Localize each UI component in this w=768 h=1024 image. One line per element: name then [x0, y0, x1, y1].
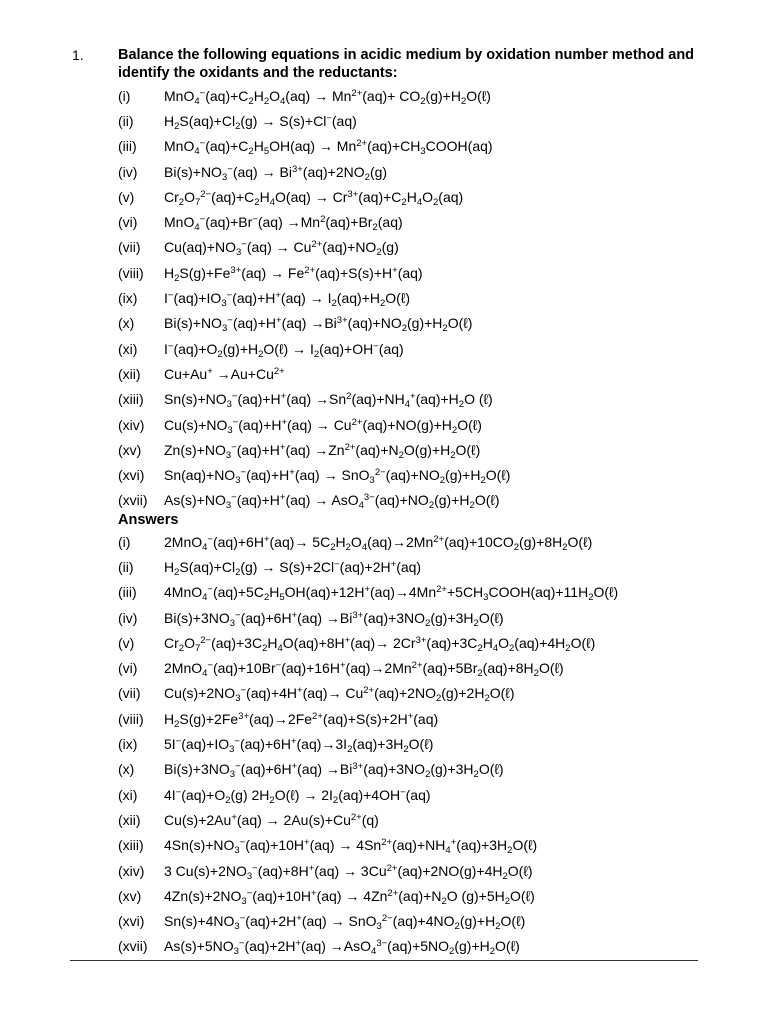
question-row-equation: $H_2S(aq)+Cl_2(g) \to S(s)+Cl^-(aq)$ — [164, 112, 357, 132]
answer-row — [118, 833, 738, 858]
answer-row-equation: $As(s)+5NO_3^-(aq)+2H^+(aq)$ $\to AsO_4^{3-}(aq)+5NO_2(g)+H_2O(\ell)$ — [164, 938, 520, 958]
question-row — [118, 361, 738, 386]
answer-row-equation: $Bi(s)+3NO_3^-(aq)+6H^+(aq)$ $\to Bi^{3+}(aq)+3NO_2(g)+3H_2O(\ell)$ — [164, 609, 504, 629]
question-row — [118, 134, 738, 159]
question-row-label: (xvii) — [118, 492, 148, 509]
question-row-equation: $Bi(s)+NO_3^-(aq)+H^+(aq)$ $\to Bi^{3+}(aq)+NO_2(g)+H_2O(\ell)$ — [164, 315, 473, 335]
answer-row-label: (xvii) — [118, 938, 148, 955]
answer-row — [118, 883, 738, 908]
question-row — [118, 387, 738, 412]
answer-row — [118, 757, 738, 782]
question-row — [118, 285, 738, 310]
question-row-equation: $Bi(s)+NO_3^-(aq) \to Bi^{3+}(aq)+2NO_2(g)$ — [164, 163, 388, 183]
answer-row — [118, 706, 738, 731]
answer-row-equation: $4MnO_4^-(aq)+5C_2H_5OH(aq)+12H^+(aq)\to 4Mn^{2+}+5CH_3COOH(aq)+11H_2O(\ell)$ — [164, 584, 619, 604]
answer-row-label: (vii) — [118, 685, 141, 702]
answer-row-label: (xiv) — [118, 862, 145, 879]
answer-row — [118, 630, 738, 655]
question-row-label: (x) — [118, 315, 135, 332]
question-row-equation: $I^-(aq)+IO_3^-(aq)+H^+(aq)$ → $I_2(aq)+H_2O(\ell)$ — [164, 290, 411, 310]
answer-row-equation: $Cr_2O_7^{2-}(aq)+3C_2H_4O(aq)+8H^+(aq)\to$ $2Cr^{3+}(aq)+3C_2H_4O_2(aq)+4H_2O(\ell)$ — [164, 634, 596, 654]
question-row-label: (xiii) — [118, 391, 144, 408]
question-row — [118, 336, 738, 361]
question-row-equation: $Cu(aq)+NO_3^-(aq) \to Cu^{2+}(aq)+NO_2(g)$ — [164, 239, 399, 259]
question-row-equation: $As(s)+NO_3^-(aq)+H^+(aq)$ → $AsO_4^{3-}(aq)+NO_2(g)+H_2O(\ell)$ — [164, 492, 500, 512]
answer-row-label: (xv) — [118, 887, 142, 904]
question-row-equation: $Cu(s)+NO_3^-(aq)+H^+(aq)$ → $Cu^{2+}(aq)+NO(g)+H_2O(\ell)$ — [164, 416, 482, 436]
question-row — [118, 159, 738, 184]
answer-row — [118, 681, 738, 706]
question-row-equation: $I^-(aq)+O_2(g)+H_2O(\ell) \to I_2(aq)+OH^-(aq)$ — [164, 340, 404, 360]
question-row — [118, 83, 738, 108]
answer-row-equation: $H_2S(aq)+Cl_2(g) \to S(s)+2Cl^-(aq)+2H^+(aq)$ — [164, 558, 422, 578]
question-row-equation: $Cu+Au^+ \to Au+Cu^{2+}$ — [164, 365, 285, 382]
answer-row — [118, 605, 738, 630]
answers-list — [118, 529, 738, 959]
answer-row-equation: $Bi(s)+3NO_3^-(aq)+6H^+(aq)$ $\to Bi^{3+}(aq)+3NO_2(g)+3H_2O(\ell)$ — [164, 761, 504, 781]
answer-row — [118, 580, 738, 605]
answer-row-label: (xvi) — [118, 913, 145, 930]
question-row-label: (iii) — [118, 138, 137, 155]
answer-row-label: (i) — [118, 533, 131, 550]
answer-row-label: (vi) — [118, 660, 138, 677]
question-row — [118, 412, 738, 437]
answer-row-label: (iv) — [118, 609, 138, 626]
question-row-label: (ii) — [118, 112, 134, 129]
answer-row — [118, 782, 738, 807]
question-row — [118, 108, 738, 133]
question-row — [118, 488, 738, 513]
answer-row — [118, 554, 738, 579]
question-row-equation: $H_2S(g)+Fe^{3+}(aq) \to Fe^{2+}(aq)+S(s)+H^+(aq)$ — [164, 264, 423, 284]
answer-row-label: (ii) — [118, 558, 134, 575]
questions-list — [118, 83, 738, 513]
question-row-equation: $Cr_2O_7^{2-}(aq)+C_2H_4O(aq) \to Cr^{3+}(aq)+C_2H_4O_2(aq)$ — [164, 188, 464, 208]
answer-row-label: (ix) — [118, 736, 138, 753]
answer-row-label: (x) — [118, 761, 135, 778]
question-row-label: (xv) — [118, 441, 142, 458]
answer-row — [118, 908, 738, 933]
question-row-label: (vi) — [118, 214, 138, 231]
answer-row-equation: $H_2S(g)+2Fe^{3+}(aq)\to 2Fe^{2+}(aq)+S(s)+2H^+(aq)$ — [164, 710, 439, 730]
answer-row-label: (viii) — [118, 710, 144, 727]
problem-number: 1. — [72, 47, 84, 63]
question-row-equation: $MnO_4^-(aq)+C_2H_2O_4(aq) \to Mn^{2+}(aq)+$ $CO_2(g)+H_2O(\ell)$ — [164, 87, 491, 107]
answer-row-equation: $4Sn(s)+NO_3^-(aq)+10H^+(aq)$ → $4Sn^{2+}(aq)+NH_4^+(aq)+3H_2O(\ell)$ — [164, 837, 538, 857]
question-row-label: (i) — [118, 87, 131, 104]
answer-row-equation: $4Zn(s)+2NO_3^-(aq)+10H^+(aq) \to 4Zn^{2+}(aq)+N_2O$ $(g)+5H_2O(\ell)$ — [164, 887, 535, 907]
question-row — [118, 209, 738, 234]
question-row-label: (v) — [118, 188, 135, 205]
question-row-label: (iv) — [118, 163, 138, 180]
answer-row-label: (xi) — [118, 786, 138, 803]
answer-row-equation: $Cu(s)+2NO_3^-(aq)+4H^+(aq)\to$ $Cu^{2+}(aq)+2NO_2(g)+2H_2O(\ell)$ — [164, 685, 515, 705]
question-row-equation: $MnO_4^-(aq)+Br^-(aq) \to Mn^2(aq)+Br_2(aq)$ — [164, 214, 403, 234]
problem-heading: Balance the following equations in acidic medium by oxidation number method and identify the oxidants and the reductants: — [118, 47, 695, 81]
answer-row — [118, 655, 738, 680]
answer-row-label: (xiii) — [118, 837, 144, 854]
answer-row-equation: $5I^-(aq)+IO_3^-(aq)+6H^+(aq)\to 3I_2(aq)+3H_2O(\ell)$ — [164, 736, 434, 756]
question-row-equation: $Zn(s)+NO_3^-(aq)+H^+(aq)$ $\to Zn^{2+}(aq)+N_2O(g)+H_2O(\ell)$ — [164, 441, 481, 461]
question-row-label: (xiv) — [118, 416, 145, 433]
answer-row-equation: 3 $Cu(s)+2NO_3^-(aq)+8H^+(aq)$ → $3Cu^{2+}(aq)+2NO(g)+4H_2O(\ell)$ — [164, 862, 533, 882]
answer-row-label: (v) — [118, 634, 135, 651]
question-row-equation: $Sn(aq)+NO_3^-(aq)+H^+(aq)$ → $SnO_3^{2-}(aq)+NO_2(g)+H_2O(\ell)$ — [164, 467, 511, 487]
answer-row — [118, 529, 738, 554]
question-row — [118, 235, 738, 260]
question-row-label: (vii) — [118, 239, 141, 256]
answer-row-equation: $Cu(s)+2Au^+(aq) \to 2Au(s)+Cu^{2+}(q)$ — [164, 811, 379, 828]
answer-row — [118, 731, 738, 756]
question-row — [118, 311, 738, 336]
answer-row-equation: $2MnO_4^-(aq)+6H^+(aq)\to 5C_2H_2O_4(aq)\to 2Mn^{2+}(aq)+10CO_2(g)+8H_2O(\ell)$ — [164, 533, 593, 553]
question-row-equation: $Sn(s)+NO_3^-(aq)+H^+(aq) \to Sn^2(aq)+NH_4^+(aq)+H_2O$ (ℓ) — [164, 391, 493, 411]
answer-row-equation: $2MnO_4^-(aq)+10Br^-(aq)+16H^+(aq)\to 2Mn^{2+}(aq)+5Br_2(aq)+8H_2O(\ell)$ — [164, 660, 564, 680]
question-row — [118, 184, 738, 209]
answer-row — [118, 934, 738, 959]
question-row-label: (xvi) — [118, 467, 145, 484]
answer-row — [118, 858, 738, 883]
answer-row-label: (iii) — [118, 584, 137, 601]
question-row-label: (xii) — [118, 365, 141, 382]
answer-row — [118, 807, 738, 832]
question-row — [118, 437, 738, 462]
answer-row-equation: $Sn(s)+4NO_3^-(aq)+2H^+(aq)$ → $SnO_3^{2-}(aq)+4NO_2(g)+H_2O(\ell)$ — [164, 913, 526, 933]
answer-row-label: (xii) — [118, 811, 141, 828]
answer-row-equation: $4I^-(aq)+O_2(g)$ $2H_2O(\ell) \to 2I_2(aq)+4OH^-(aq)$ — [164, 786, 431, 806]
question-row — [118, 260, 738, 285]
question-row-label: (viii) — [118, 264, 144, 281]
question-row-label: (ix) — [118, 290, 138, 307]
answers-heading: Answers — [118, 512, 179, 528]
question-row — [118, 462, 738, 487]
question-row-label: (xi) — [118, 340, 138, 357]
footer-divider — [70, 960, 698, 961]
question-row-equation: $MnO_4^-(aq)+C_2H_5OH(aq)$ → $Mn^{2+}(aq)+CH_3COOH(aq)$ — [164, 138, 493, 158]
